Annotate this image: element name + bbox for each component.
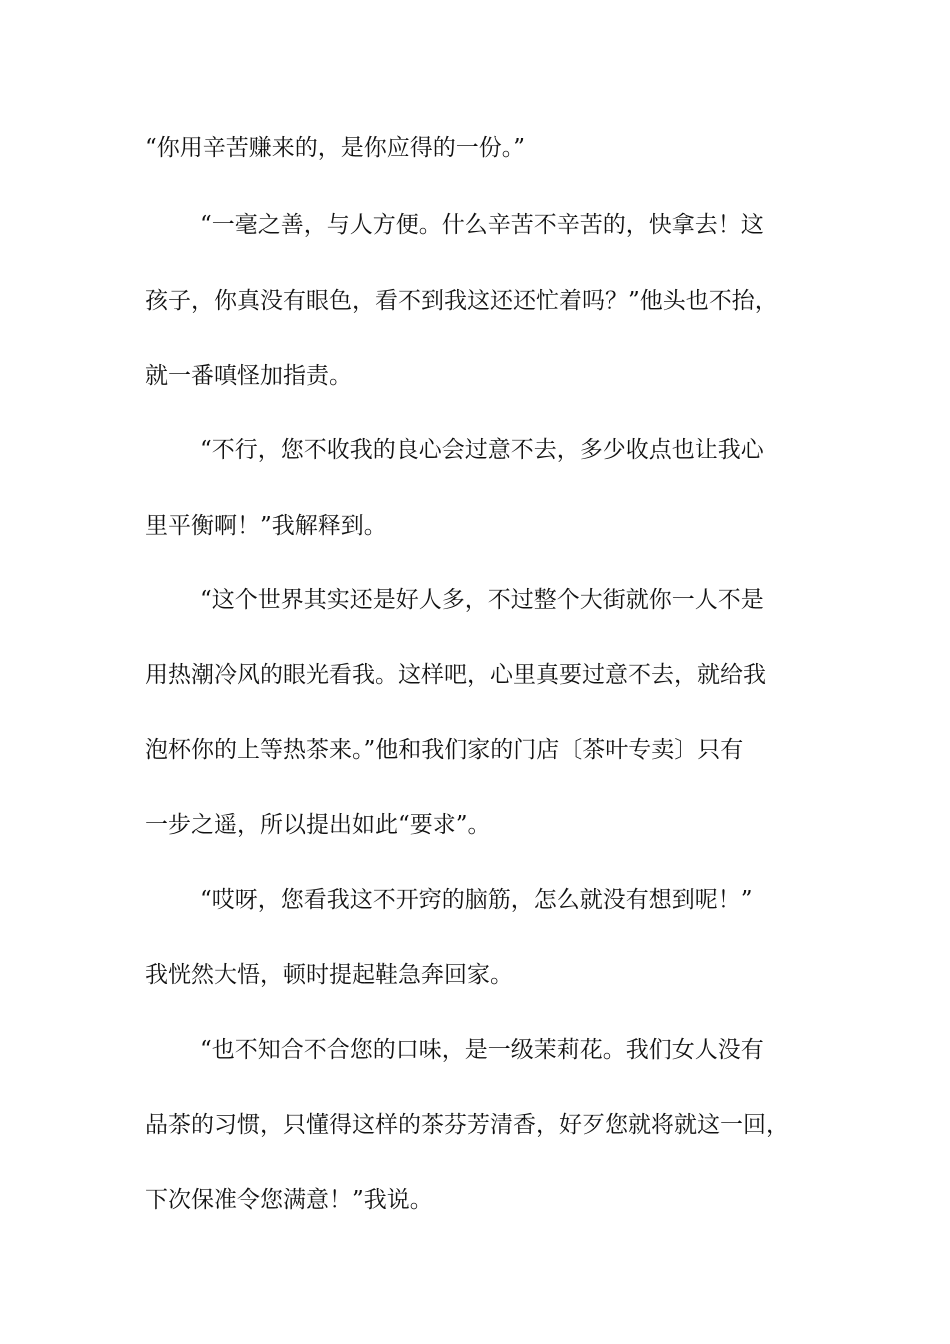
text-line: 一步之遥，所以提出如此“要求”。 xyxy=(145,812,491,838)
text-line: 孩子，你真没有眼色，看不到我这还还忙着吗？”他头也不抬， xyxy=(145,288,778,314)
text-line: 我恍然大悟，顿时提起鞋急奔回家。 xyxy=(145,962,513,988)
paragraph-first-line: “哎呀，您看我这不开窍的脑筋，怎么就没有想到呢！” xyxy=(200,887,753,913)
paragraph-first-line: “不行，您不收我的良心会过意不去，多少收点也让我心 xyxy=(200,437,764,463)
text-line: 用热潮冷风的眼光看我。这样吧，心里真要过意不去，就给我 xyxy=(145,662,766,688)
text-line: 里平衡啊！”我解释到。 xyxy=(145,513,387,539)
paragraph-first-line: “一毫之善，与人方便。什么辛苦不辛苦的，快拿去！这 xyxy=(200,212,764,238)
text-line: 就一番嗔怪加指责。 xyxy=(145,363,352,389)
paragraph-first-line: “这个世界其实还是好人多，不过整个大街就你一人不是 xyxy=(200,587,764,613)
text-line: 品茶的习惯，只懂得这样的茶芬芳清香，好歹您就将就这一回， xyxy=(145,1112,789,1138)
text-line: 泡杯你的上等热茶来。”他和我们家的门店〔茶叶专卖〕只有 xyxy=(145,737,744,763)
text-line: “你用辛苦赚来的，是你应得的一份。” xyxy=(145,135,526,161)
text-line: 下次保准令您满意！”我说。 xyxy=(145,1187,433,1213)
paragraph-first-line: “也不知合不合您的口味，是一级茉莉花。我们女人没有 xyxy=(200,1037,764,1063)
